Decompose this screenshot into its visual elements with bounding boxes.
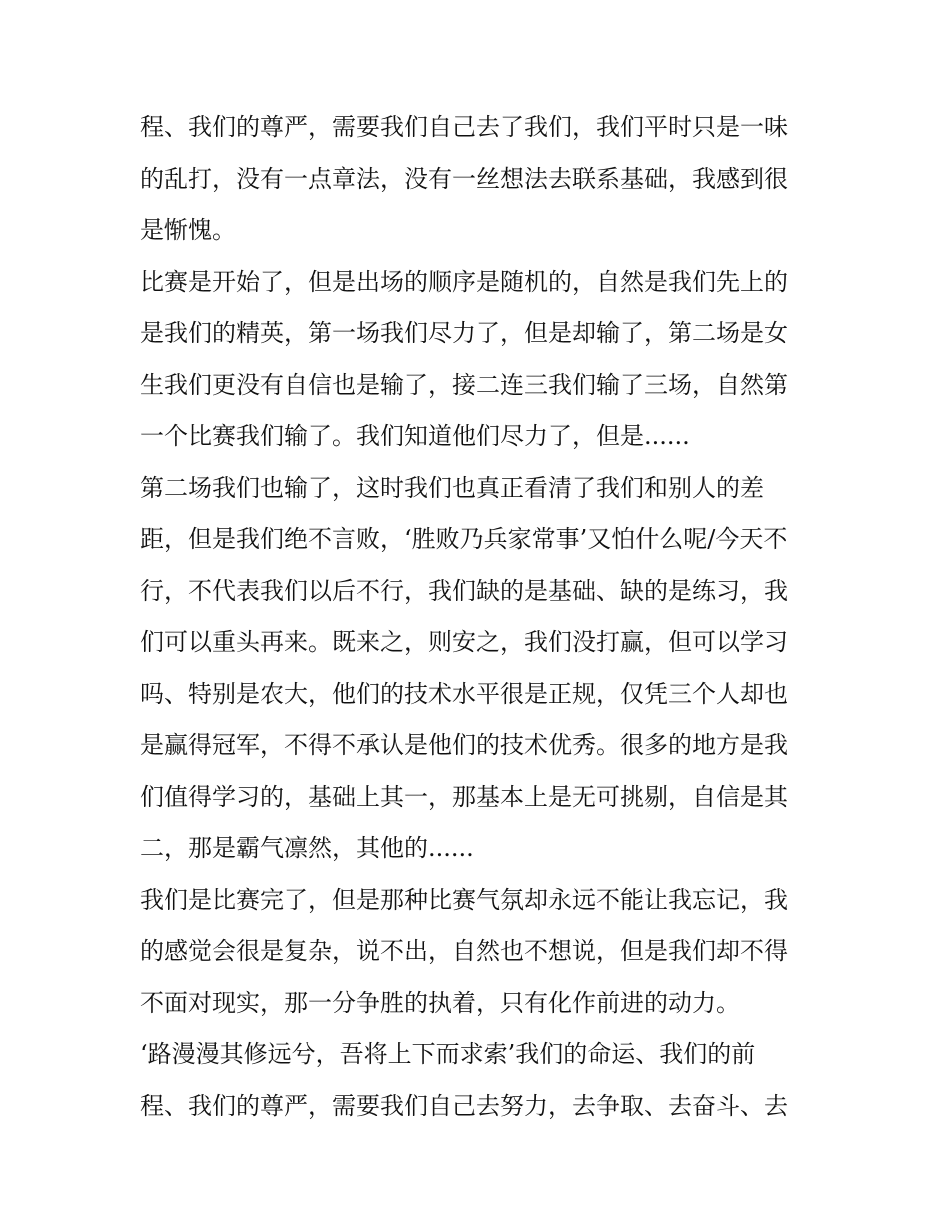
paragraph-3	[140, 463, 820, 875]
document-body	[140, 102, 820, 1132]
text-line: 吗、特别是农大，他们的技术水平很是正规，仅凭三个人却也	[140, 679, 788, 708]
text-line: 行，不代表我们以后不行，我们缺的是基础、缺的是练习，我	[140, 576, 788, 605]
text-line: 们可以重头再来。既来之，则安之，我们没打赢，但可以学习	[140, 628, 788, 656]
text-line: 是赢得冠军，不得不承认是他们的技术优秀。很多的地方是我	[140, 731, 788, 759]
paragraph-4	[140, 875, 820, 1030]
text-line: 不面对现实，那一分争胜的执着，只有化作前进的动力。	[140, 988, 740, 1017]
text-line: 生我们更没有自信也是输了，接二连三我们输了三场，自然第	[140, 370, 788, 399]
text-line: 是我们的精英，第一场我们尽力了，但是却输了，第二场是女	[140, 319, 788, 347]
text-line: 二，那是霸气凛然，其他的......	[140, 834, 474, 862]
text-line: 是惭愧。	[140, 216, 236, 244]
text-line: 距，但是我们绝不言败，‘胜败乃兵家常事’又怕什么呢/今天不	[140, 525, 788, 553]
text-line: 们值得学习的，基础上其一，那基本上是无可挑剔，自信是其	[140, 782, 788, 811]
text-line: 的感觉会很是复杂，说不出，自然也不想说，但是我们却不得	[140, 937, 788, 965]
text-line: 程、我们的尊严，需要我们自己去努力，去争取、去奋斗、去	[140, 1091, 788, 1120]
text-line: 比赛是开始了，但是出场的顺序是随机的，自然是我们先上的	[140, 267, 788, 296]
text-line: ‘路漫漫其修远兮，吾将上下而求索’我们的命运、我们的前	[140, 1040, 756, 1068]
paragraph-1	[140, 102, 820, 257]
text-line: 第二场我们也输了，这时我们也真正看清了我们和别人的差	[140, 473, 764, 502]
text-line: 的乱打，没有一点章法，没有一丝想法去联系基础，我感到很	[140, 164, 788, 193]
text-line: 我们是比赛完了，但是那种比赛气氛却永远不能让我忘记，我	[140, 885, 788, 914]
paragraph-2	[140, 257, 820, 463]
paragraph-5	[140, 1029, 820, 1132]
text-line: 程、我们的尊严，需要我们自己去了我们，我们平时只是一味	[140, 113, 788, 141]
text-line: 一个比赛我们输了。我们知道他们尽力了，但是......	[140, 422, 690, 450]
